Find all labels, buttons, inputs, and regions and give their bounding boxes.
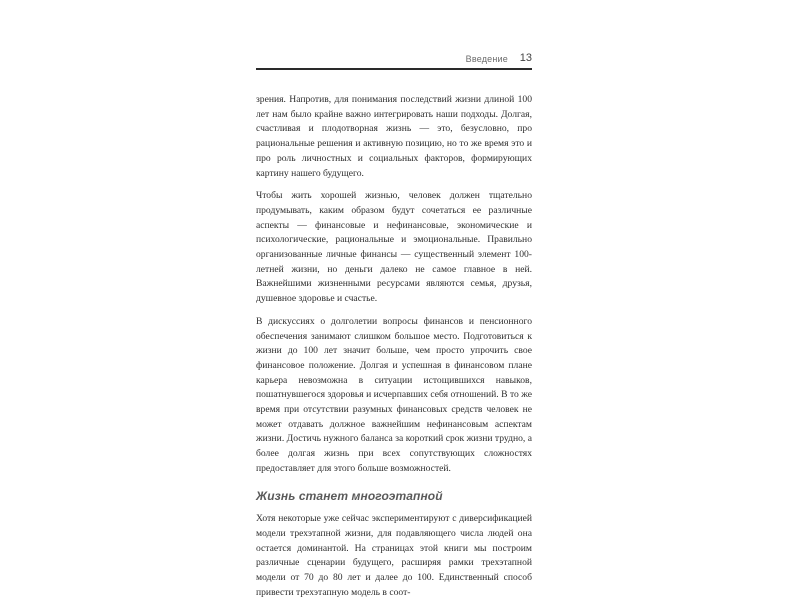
section-heading: Жизнь станет многоэтапной (256, 488, 443, 503)
header-divider (256, 68, 532, 70)
paragraph-1: зрения. Напротив, для понимания последствий жизни длиной 100 лет нам было крайне важно интегрировать наши подходы. Долгая, счастливая и плодотворная жизнь — это, безусловно, про рациональные решения и активную позицию, но то же время это и про роль личностных и социальных факторов, формирующих картину нашего будущего. (256, 94, 532, 179)
paragraph-3: В дискуссиях о долголетии вопросы финансов и пенсионного обеспечения занимают слишком большое место. Подготовиться к жизни до 100 лет значит больше, чем просто упрочить свое финансовое положение. Долгая и успешная в финансовом плане карьера невозможна в ситуации истощившихся навыков, пошатнувшегося здоровья и исчерпавших себя отношений. В то же время при отсутствии разумных финансовых средств человек не может отдавать должное важнейшим нефинансовым аспектам жизни. Достичь нужного баланса за короткий срок жизни трудно, а более долгая жизнь при всех сопутствующих сложностях предоставляет для этого больше возможностей. (256, 315, 532, 474)
running-header (256, 54, 532, 68)
paragraph-2: Чтобы жить хорошей жизнью, человек должен тщательно продумывать, каким образом будут сочетаться ее различные аспекты — финансовые и нефинансовые, экономические и психологические, рациональные и эмоциональные. Правильно организованные личные финансы — существенный элемент 100-летней жизни, но деньги далеко не самое главное в ней. Важнейшими жизненными ресурсами являются семья, друзья, душевное здоровье и счастье. (256, 190, 532, 305)
running-header-section-title: Введение (465, 54, 508, 64)
page-number: 13 (519, 52, 532, 64)
body-text (256, 93, 532, 600)
section-paragraph: Хотя некоторые уже сейчас экспериментируют с диверсификацией модели трехэтапной жизни, для подавляющего числа людей она остается доминантой. На страницах этой книги мы построим различные сценарии будущего, расширяя рамки трехэтапной модели от 70 до 80 лет и далее до 100. Единственный способ привести трехэтапную модель в соот- (256, 513, 532, 598)
